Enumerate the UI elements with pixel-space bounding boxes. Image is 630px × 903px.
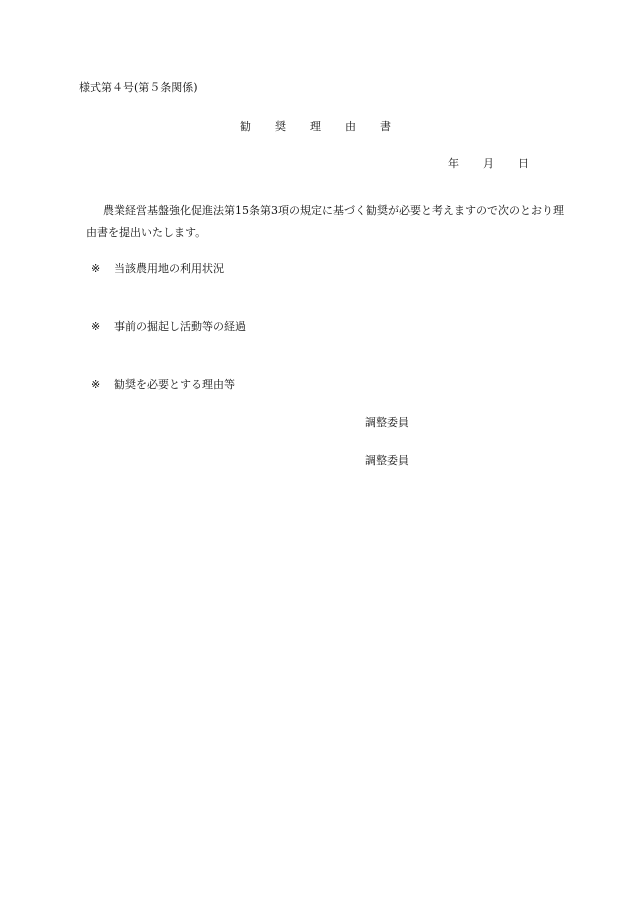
signatory-2: 調整委員 bbox=[365, 454, 409, 467]
reference-mark: ※ bbox=[91, 262, 101, 275]
item-reason bbox=[91, 378, 235, 392]
body-paragraph: 農業経営基盤強化促進法第15条第3項の規定に基づく勧奨が必要と考えますので次のとおり理由書を提出いたします。 bbox=[86, 204, 564, 239]
document-title bbox=[240, 120, 391, 134]
date-line bbox=[448, 157, 529, 171]
reference-mark: ※ bbox=[91, 320, 101, 333]
item-prior-activities bbox=[91, 320, 246, 334]
title-char: 由 bbox=[345, 120, 356, 133]
item-label: 事前の掘起し活動等の経過 bbox=[114, 320, 246, 333]
date-year: 年 bbox=[448, 157, 459, 170]
signatory-1: 調整委員 bbox=[365, 416, 409, 429]
date-month: 月 bbox=[483, 157, 494, 170]
form-number: 様式第４号(第５条関係) bbox=[79, 81, 198, 94]
reference-mark: ※ bbox=[91, 378, 101, 391]
item-land-use-status bbox=[91, 262, 224, 276]
title-char: 奨 bbox=[275, 120, 286, 133]
date-day: 日 bbox=[518, 157, 529, 170]
title-char: 書 bbox=[380, 120, 391, 133]
title-char: 勧 bbox=[240, 120, 251, 133]
item-label: 当該農用地の利用状況 bbox=[114, 262, 224, 275]
item-label: 勧奨を必要とする理由等 bbox=[114, 378, 235, 391]
title-char: 理 bbox=[310, 120, 321, 133]
